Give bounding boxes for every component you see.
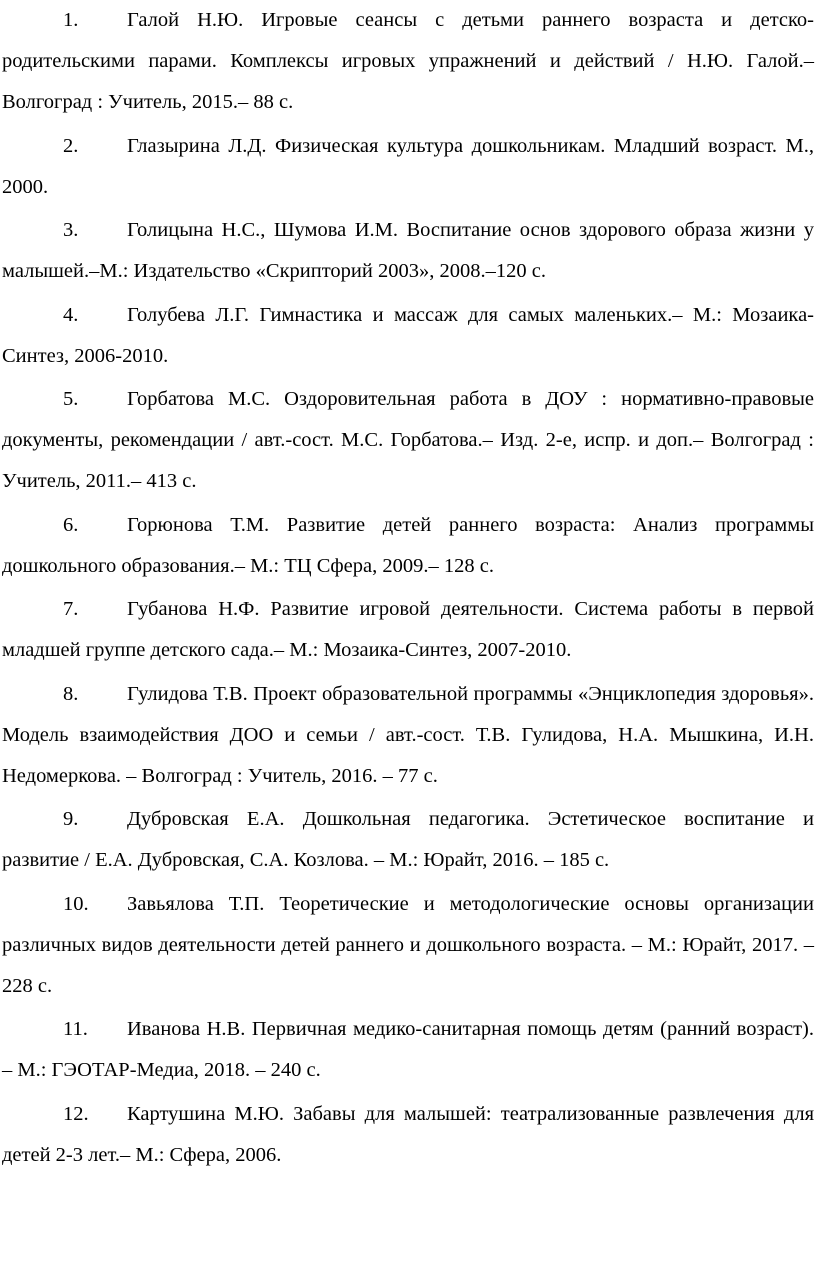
reference-number: 8. [63, 682, 79, 705]
reference-text: Иванова Н.В. Первичная медико-санитарная помощь детям (ранний возраст). – М.: ГЭОТАР-Медиа, 2018. – 240 с. [2, 1018, 814, 1081]
reference-number: 7. [63, 598, 79, 620]
reference-text: Дубровская Е.А. Дошкольная педагогика. Эстетическое воспитание и развитие / Е.А. Дубровская, С.А. Козлова. – М.: Юрайт, 2016. – 185 с. [2, 808, 814, 871]
reference-text: Картушина М.Ю. Забавы для малышей: театрализованные развлечения для детей 2-3 лет.– М.: Сфера, 2006. [2, 1102, 814, 1166]
reference-item [2, 505, 814, 587]
reference-item [2, 674, 814, 797]
reference-number: 3. [63, 219, 79, 241]
reference-item [2, 1094, 814, 1176]
reference-item [2, 1009, 814, 1091]
reference-text: Голицына Н.С., Шумова И.М. Воспитание основ здорового образа жизни у малышей.–М.: Издательство «Скрипторий 2003», 2008.–120 с. [2, 219, 814, 282]
reference-item [2, 210, 814, 292]
reference-number: 1. [63, 9, 79, 31]
reference-number: 12. [63, 1102, 89, 1125]
reference-item [2, 799, 814, 881]
bibliography-list [2, 0, 814, 1176]
reference-item [2, 884, 814, 1007]
reference-item [2, 379, 814, 502]
reference-text: Горбатова М.С. Оздоровительная работа в ДОУ : нормативно-правовые документы, рекомендации / авт.-сост. М.С. Горбатова.– Изд. 2-е, испр. и доп.– Волгоград : Учитель, 2011.– 413 с. [2, 388, 814, 492]
reference-text: Голубева Л.Г. Гимнастика и массаж для самых маленьких.– М.: Мозаика-Синтез, 2006-2010. [2, 303, 814, 367]
reference-item [2, 126, 814, 208]
reference-text: Глазырина Л.Д. Физическая культура дошкольникам. Младший возраст. М., 2000. [2, 134, 814, 198]
reference-text: Горюнова Т.М. Развитие детей раннего возраста: Анализ программы дошкольного образования.– М.: ТЦ Сфера, 2009.– 128 с. [2, 513, 814, 577]
reference-number: 6. [63, 513, 79, 536]
reference-item [2, 295, 814, 377]
reference-text: Завьялова Т.П. Теоретические и методологические основы организации различных видов деятельности детей раннего и дошкольного возраста. – М.: Юрайт, 2017. – 228 с. [2, 892, 814, 997]
reference-text: Гулидова Т.В. Проект образовательной программы «Энциклопедия здоровья». Модель взаимодействия ДОО и семьи / авт.-сост. Т.В. Гулидова, Н.А. Мышкина, И.Н. Недомеркова. – Волгоград : Учитель, 2016. – 77 с. [2, 682, 814, 787]
reference-item [2, 0, 814, 123]
reference-number: 11. [63, 1018, 88, 1040]
reference-number: 2. [63, 134, 79, 157]
reference-number: 10. [63, 892, 89, 915]
reference-number: 4. [63, 303, 79, 326]
reference-text: Галой Н.Ю. Игровые сеансы с детьми раннего возраста и детско-родительскими парами. Комплексы игровых упражнений и действий / Н.Ю. Галой.– Волгоград : Учитель, 2015.– 88 с. [2, 9, 814, 113]
reference-item [2, 589, 814, 671]
reference-number: 9. [63, 808, 79, 830]
reference-number: 5. [63, 388, 79, 410]
reference-text: Губанова Н.Ф. Развитие игровой деятельности. Система работы в первой младшей группе детского сада.– М.: Мозаика-Синтез, 2007-2010. [2, 598, 814, 661]
